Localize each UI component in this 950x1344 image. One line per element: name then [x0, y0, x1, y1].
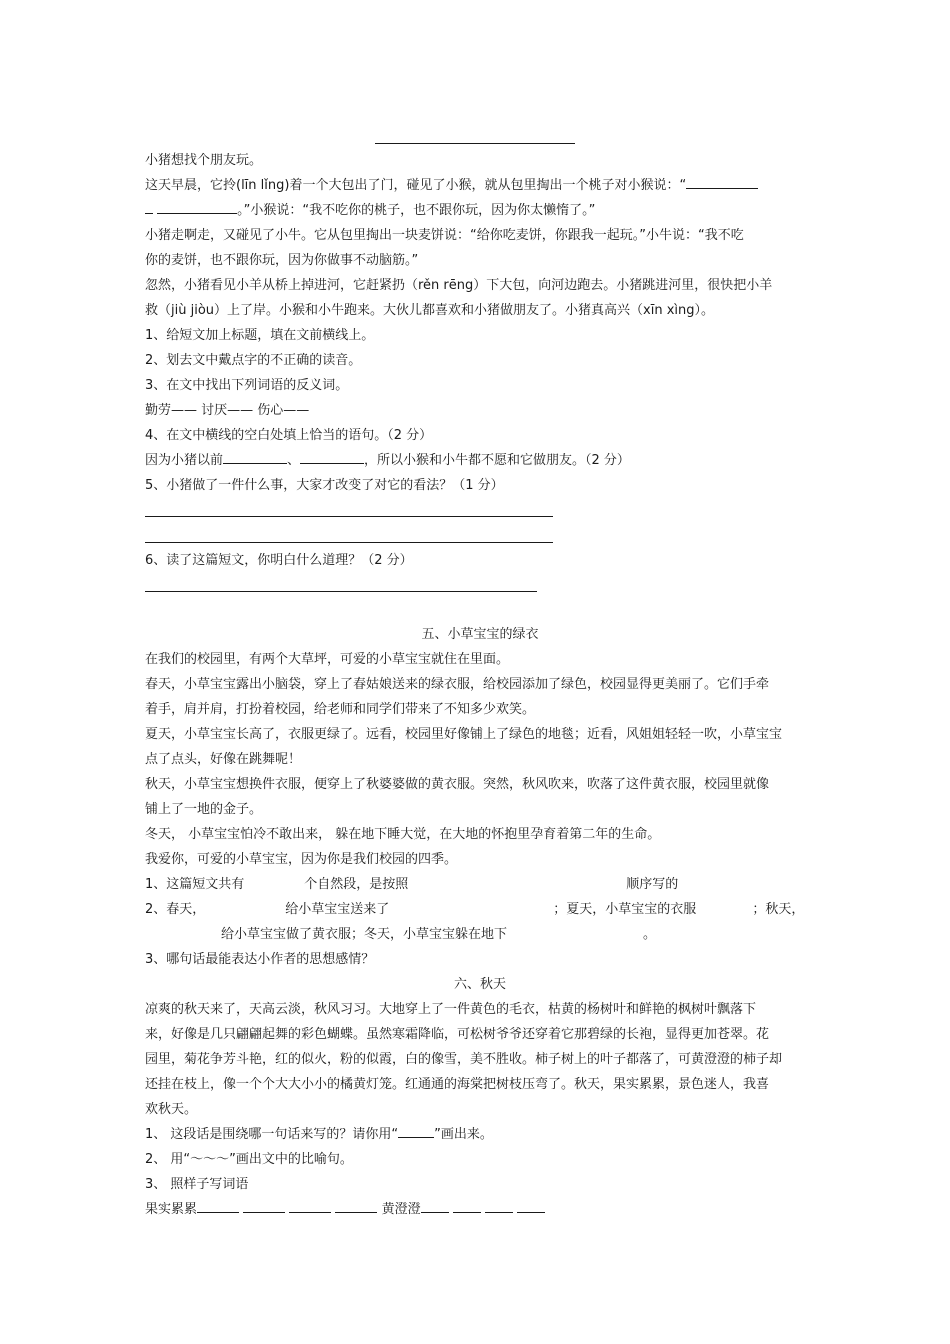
question-4-text-2: 、: [287, 453, 301, 468]
section-5-q2-text-3: ；夏天，小草宝宝的衣服: [553, 902, 697, 917]
answer-blank[interactable]: [300, 449, 364, 464]
answer-line[interactable]: [145, 542, 553, 543]
section-5-line: 着手，肩并肩，打扮着校园，给老师和同学们带来了不知多少欢笑。: [145, 702, 536, 717]
answer-line[interactable]: [145, 591, 537, 592]
question-3: 3、在文中找出下列词语的反义词。: [145, 378, 349, 393]
answer-blank[interactable]: [453, 1198, 481, 1213]
answer-line[interactable]: [145, 516, 553, 517]
section-6-question-3-words: [145, 1197, 815, 1222]
section-6-line: 凉爽的秋天来了，天高云淡，秋风习习。大地穿上了一件黄色的毛衣，枯黄的杨树叶和鲜艳的枫树叶飘落下: [145, 1002, 757, 1017]
example-word-1: 果实累累: [145, 1202, 198, 1217]
answer-blank[interactable]: [157, 199, 237, 214]
section-5-line: 点了点头，好像在跳舞呢！: [145, 752, 302, 767]
example-word-2: 黄澄澄: [381, 1202, 421, 1217]
answer-blank[interactable]: [421, 1198, 449, 1213]
story-line-3: [145, 198, 815, 223]
question-3-words: 勤劳—— 讨厌—— 伤心——: [145, 403, 310, 418]
section-6-question-2: 2、 用“～～～”画出文中的比喻句。: [145, 1152, 353, 1167]
story-line-1: 小猪想找个朋友玩。: [145, 153, 263, 168]
section-5-line: 冬天， 小草宝宝怕冷不敢出来， 躲在地下睡大觉，在大地的怀抱里孕育着第二年的生命。: [145, 827, 661, 842]
section-5-q2-text-1: 2、春天，: [145, 902, 206, 917]
story-line-4: 小猪走啊走，又碰见了小牛。它从包里掏出一块麦饼说：“给你吃麦饼，你跟我一起玩。”小牛说：“我不吃: [145, 228, 744, 243]
section-5-q1-text-2: 个自然段，是按照: [304, 877, 409, 892]
story-line-2: [145, 173, 815, 198]
question-6: 6、读了这篇短文，你明白什么道理？（2 分）: [145, 553, 413, 568]
section-6-question-3: 3、 照样子写词语: [145, 1177, 249, 1192]
question-1: 1、给短文加上标题，填在文前横线上。: [145, 328, 375, 343]
section-5-question-2: [145, 897, 815, 922]
section-6-line: 还挂在枝上，像一个个大大小小的橘黄灯笼。红通通的海棠把树枝压弯了。秋天，果实累累，景色迷人，我喜: [145, 1077, 770, 1092]
section-6-title: 六、秋天: [453, 977, 506, 992]
section-5-q2-text-6: 。: [643, 927, 657, 942]
underline-sample: [398, 1123, 434, 1138]
story-line-3-text: 。”小猴说：“我不吃你的桃子，也不跟你玩，因为你太懒惰了。”: [237, 203, 596, 218]
question-5: 5、小猪做了一件什么事，大家才改变了对它的看法？（1 分）: [145, 478, 504, 493]
story-line-7: 救（jiù jiòu）上了岸。小猴和小牛跑来。大伙儿都喜欢和小猪做朋友了。小猪真高兴（xīn xìng）。: [145, 303, 714, 318]
question-4-text-3: ，所以小猴和小牛都不愿和它做朋友。（2 分）: [364, 453, 630, 468]
section-5-q1-text-3: 顺序写的: [626, 877, 679, 892]
section-5-line: 春天，小草宝宝露出小脑袋，穿上了春姑娘送来的绿衣服，给校园添加了绿色，校园显得更美丽了。它们手牵: [145, 677, 770, 692]
section-5-line: 我爱你，可爱的小草宝宝，因为你是我们校园的四季。: [145, 852, 458, 867]
section-6-q1-text-2: ”画出来。: [434, 1127, 493, 1142]
answer-blank[interactable]: [517, 1198, 545, 1213]
question-4: 4、在文中横线的空白处填上恰当的语句。（2 分）: [145, 428, 433, 443]
section-6-line: 园里，菊花争芳斗艳，红的似火，粉的似霞，白的像雪，美不胜收。柿子树上的叶子都落了，可黄澄澄的柿子却: [145, 1052, 783, 1067]
section-5-q2-text-4: ；秋天，: [752, 902, 805, 917]
section-6-line: 欢秋天。: [145, 1102, 198, 1117]
section-5-q2-text-5: 给小草宝宝做了黄衣服；冬天，小草宝宝躲在地下: [221, 927, 508, 942]
section-5-question-2-cont: [145, 922, 815, 947]
section-5-line: 铺上了一地的金子。: [145, 802, 263, 817]
section-5-question-1: [145, 872, 815, 897]
section-6-question-1: [145, 1122, 815, 1147]
section-5-title: 五、小草宝宝的绿衣: [421, 627, 539, 642]
answer-blank[interactable]: [289, 1198, 331, 1213]
section-5-line: 秋天，小草宝宝想换件衣服，便穿上了秋婆婆做的黄衣服。突然，秋风吹来，吹落了这件黄衣服，校园里就像: [145, 777, 770, 792]
answer-blank[interactable]: [243, 1198, 285, 1213]
title-blank-line: [375, 143, 575, 144]
section-6-q1-text-1: 1、 这段话是围绕哪一句话来写的？请你用“: [145, 1127, 399, 1142]
section-5-line: 夏天，小草宝宝长高了，衣服更绿了。远看，校园里好像铺上了绿色的地毯；近看，风姐姐轻轻一吹，小草宝宝: [145, 727, 783, 742]
story-line-5: 你的麦饼，也不跟你玩，因为你做事不动脑筋。”: [145, 253, 419, 268]
question-4-sentence: [145, 448, 815, 473]
story-line-2-text: 这天早晨，它拎(līn lǐng)着一个大包出了门，碰见了小猴，就从包里掏出一个桃子对小猴说：“: [145, 178, 687, 193]
answer-blank[interactable]: [335, 1198, 377, 1213]
answer-blank[interactable]: [686, 174, 758, 189]
section-5-q1-text-1: 1、这篇短文共有: [145, 877, 245, 892]
question-2: 2、划去文中戴点字的不正确的读音。: [145, 353, 362, 368]
story-line-6: 忽然，小猪看见小羊从桥上掉进河，它赶紧扔（rěn rēng）下大包，向河边跑去。小猪跳进河里，很快把小羊: [145, 278, 773, 293]
section-5-q2-text-2: 给小草宝宝送来了: [285, 902, 390, 917]
question-4-text-1: 因为小猪以前: [145, 453, 224, 468]
section-5-question-3: 3、哪句话最能表达小作者的思想感情？: [145, 952, 375, 967]
section-5-line: 在我们的校园里，有两个大草坪，可爱的小草宝宝就住在里面。: [145, 652, 510, 667]
answer-blank[interactable]: [485, 1198, 513, 1213]
answer-blank[interactable]: [145, 199, 153, 214]
answer-blank[interactable]: [197, 1198, 239, 1213]
answer-blank[interactable]: [223, 449, 287, 464]
section-6-line: 来，好像是几只翩翩起舞的彩色蝴蝶。虽然寒霜降临，可松树爷爷还穿着它那碧绿的长袍，显得更加苍翠。花: [145, 1027, 770, 1042]
